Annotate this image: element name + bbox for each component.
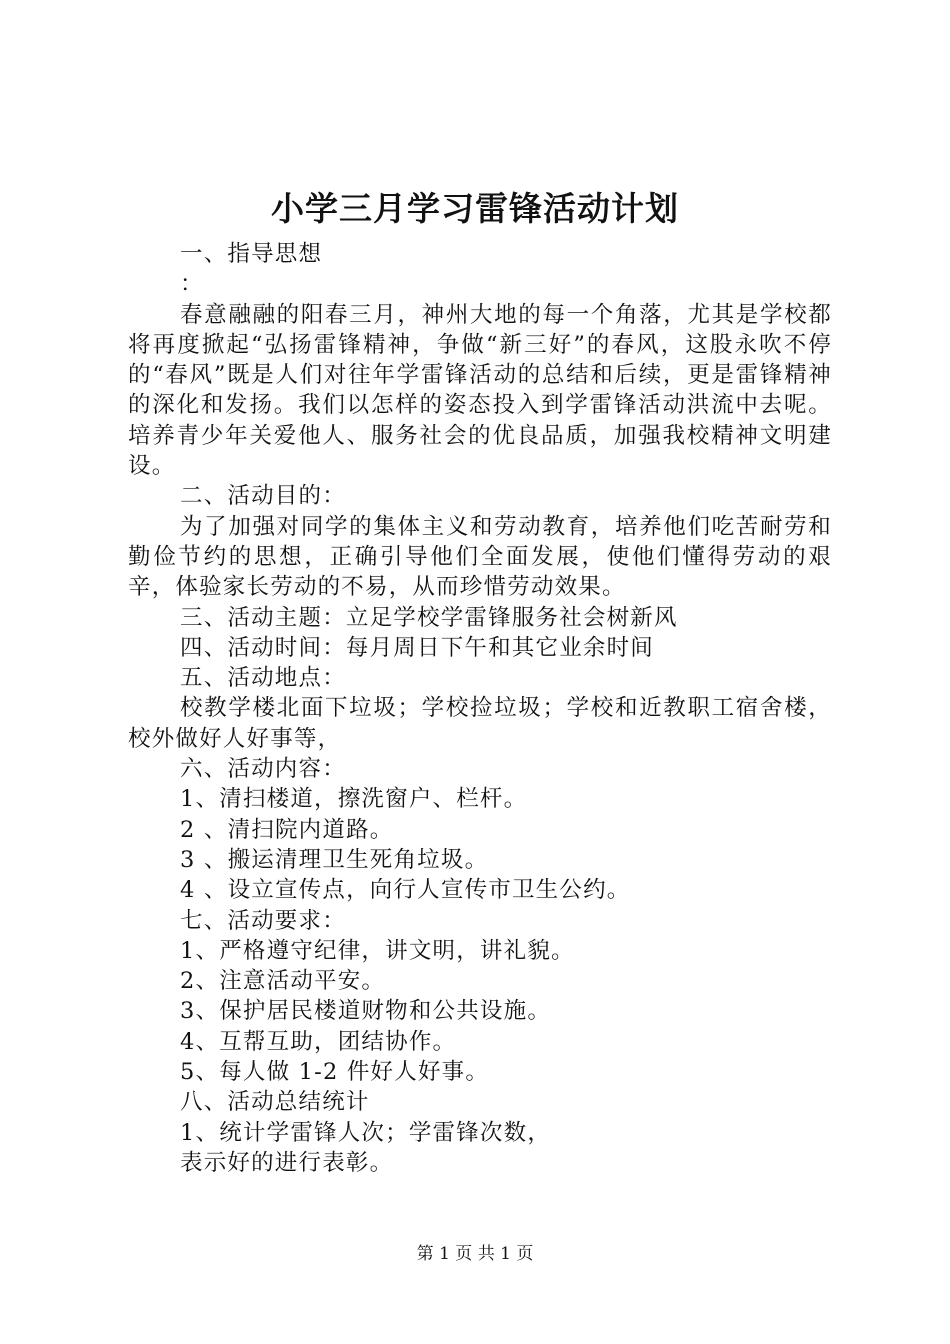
summary-line: 表示好的进行表彰。 (180, 1149, 394, 1176)
content-item-4: 4 、设立宣传点，向行人宣传市卫生公约。 (180, 877, 631, 904)
paragraph-location: 校教学楼北面下垃圾；学校捡垃圾；学校和近教职工宿舍楼，校外做好人好事等， (128, 695, 832, 752)
section-heading-6: 六、活动内容： (180, 756, 346, 783)
colon-line: ： (180, 271, 204, 298)
requirement-item-4: 4、互帮互助，团结协作。 (180, 1028, 457, 1055)
paragraph-purpose: 为了加强对同学的集体主义和劳动教育，培养他们吃苦耐劳和勤俭节约的思想，正确引导他们全面发展，使他们懂得劳动的艰辛，体验家长劳动的不易，从而珍惜劳动效果。 (128, 513, 832, 601)
section-heading-7: 七、活动要求： (180, 907, 346, 934)
page-footer: 第 1 页 共 1 页 (416, 1244, 534, 1264)
requirement-item-2: 2、注意活动平安。 (180, 968, 386, 995)
section-heading-2: 二、活动目的： (180, 483, 346, 510)
section-heading-8: 八、活动总结统计 (180, 1089, 370, 1116)
requirement-item-3: 3、保护居民楼道财物和公共设施。 (180, 998, 552, 1025)
section-heading-4: 四、活动时间：每月周日下午和其它业余时间 (180, 634, 655, 661)
paragraph-guiding-thought: 春意融融的阳春三月，神州大地的每一个角落，尤其是学校都将再度掀起“弘扬雷锋精神，争做“新三好”的春风，这股永吹不停的“春风”既是人们对往年学雷锋活动的总结和后续，更是雷锋精神的深化和发扬。我们以怎样的姿态投入到学雷锋活动洪流中去呢。培养青少年关爱他人、服务社会的优良品质，加强我校精神文明建设。 (128, 301, 832, 480)
document-body (128, 239, 832, 1178)
section-heading-1: 一、指导思想 (180, 241, 323, 267)
content-item-3: 3 、搬运清理卫生死角垃圾。 (180, 846, 489, 873)
requirement-item-1: 1、严格遵守纪律，讲文明，讲礼貌。 (180, 937, 575, 964)
section-heading-3: 三、活动主题：立足学校学雷锋服务社会树新风 (180, 604, 678, 631)
summary-item-1: 1、统计学雷锋人次；学雷锋次数， (180, 1119, 552, 1146)
content-item-1: 1、清扫楼道，擦洗窗户、栏杆。 (180, 786, 528, 813)
document-title: 小学三月学习雷锋活动计划 (271, 189, 679, 228)
content-item-2: 2 、清扫院内道路。 (180, 816, 394, 843)
requirement-item-5: 5、每人做 1-2 件好人好事。 (180, 1059, 490, 1086)
section-heading-5: 五、活动地点： (180, 665, 346, 692)
